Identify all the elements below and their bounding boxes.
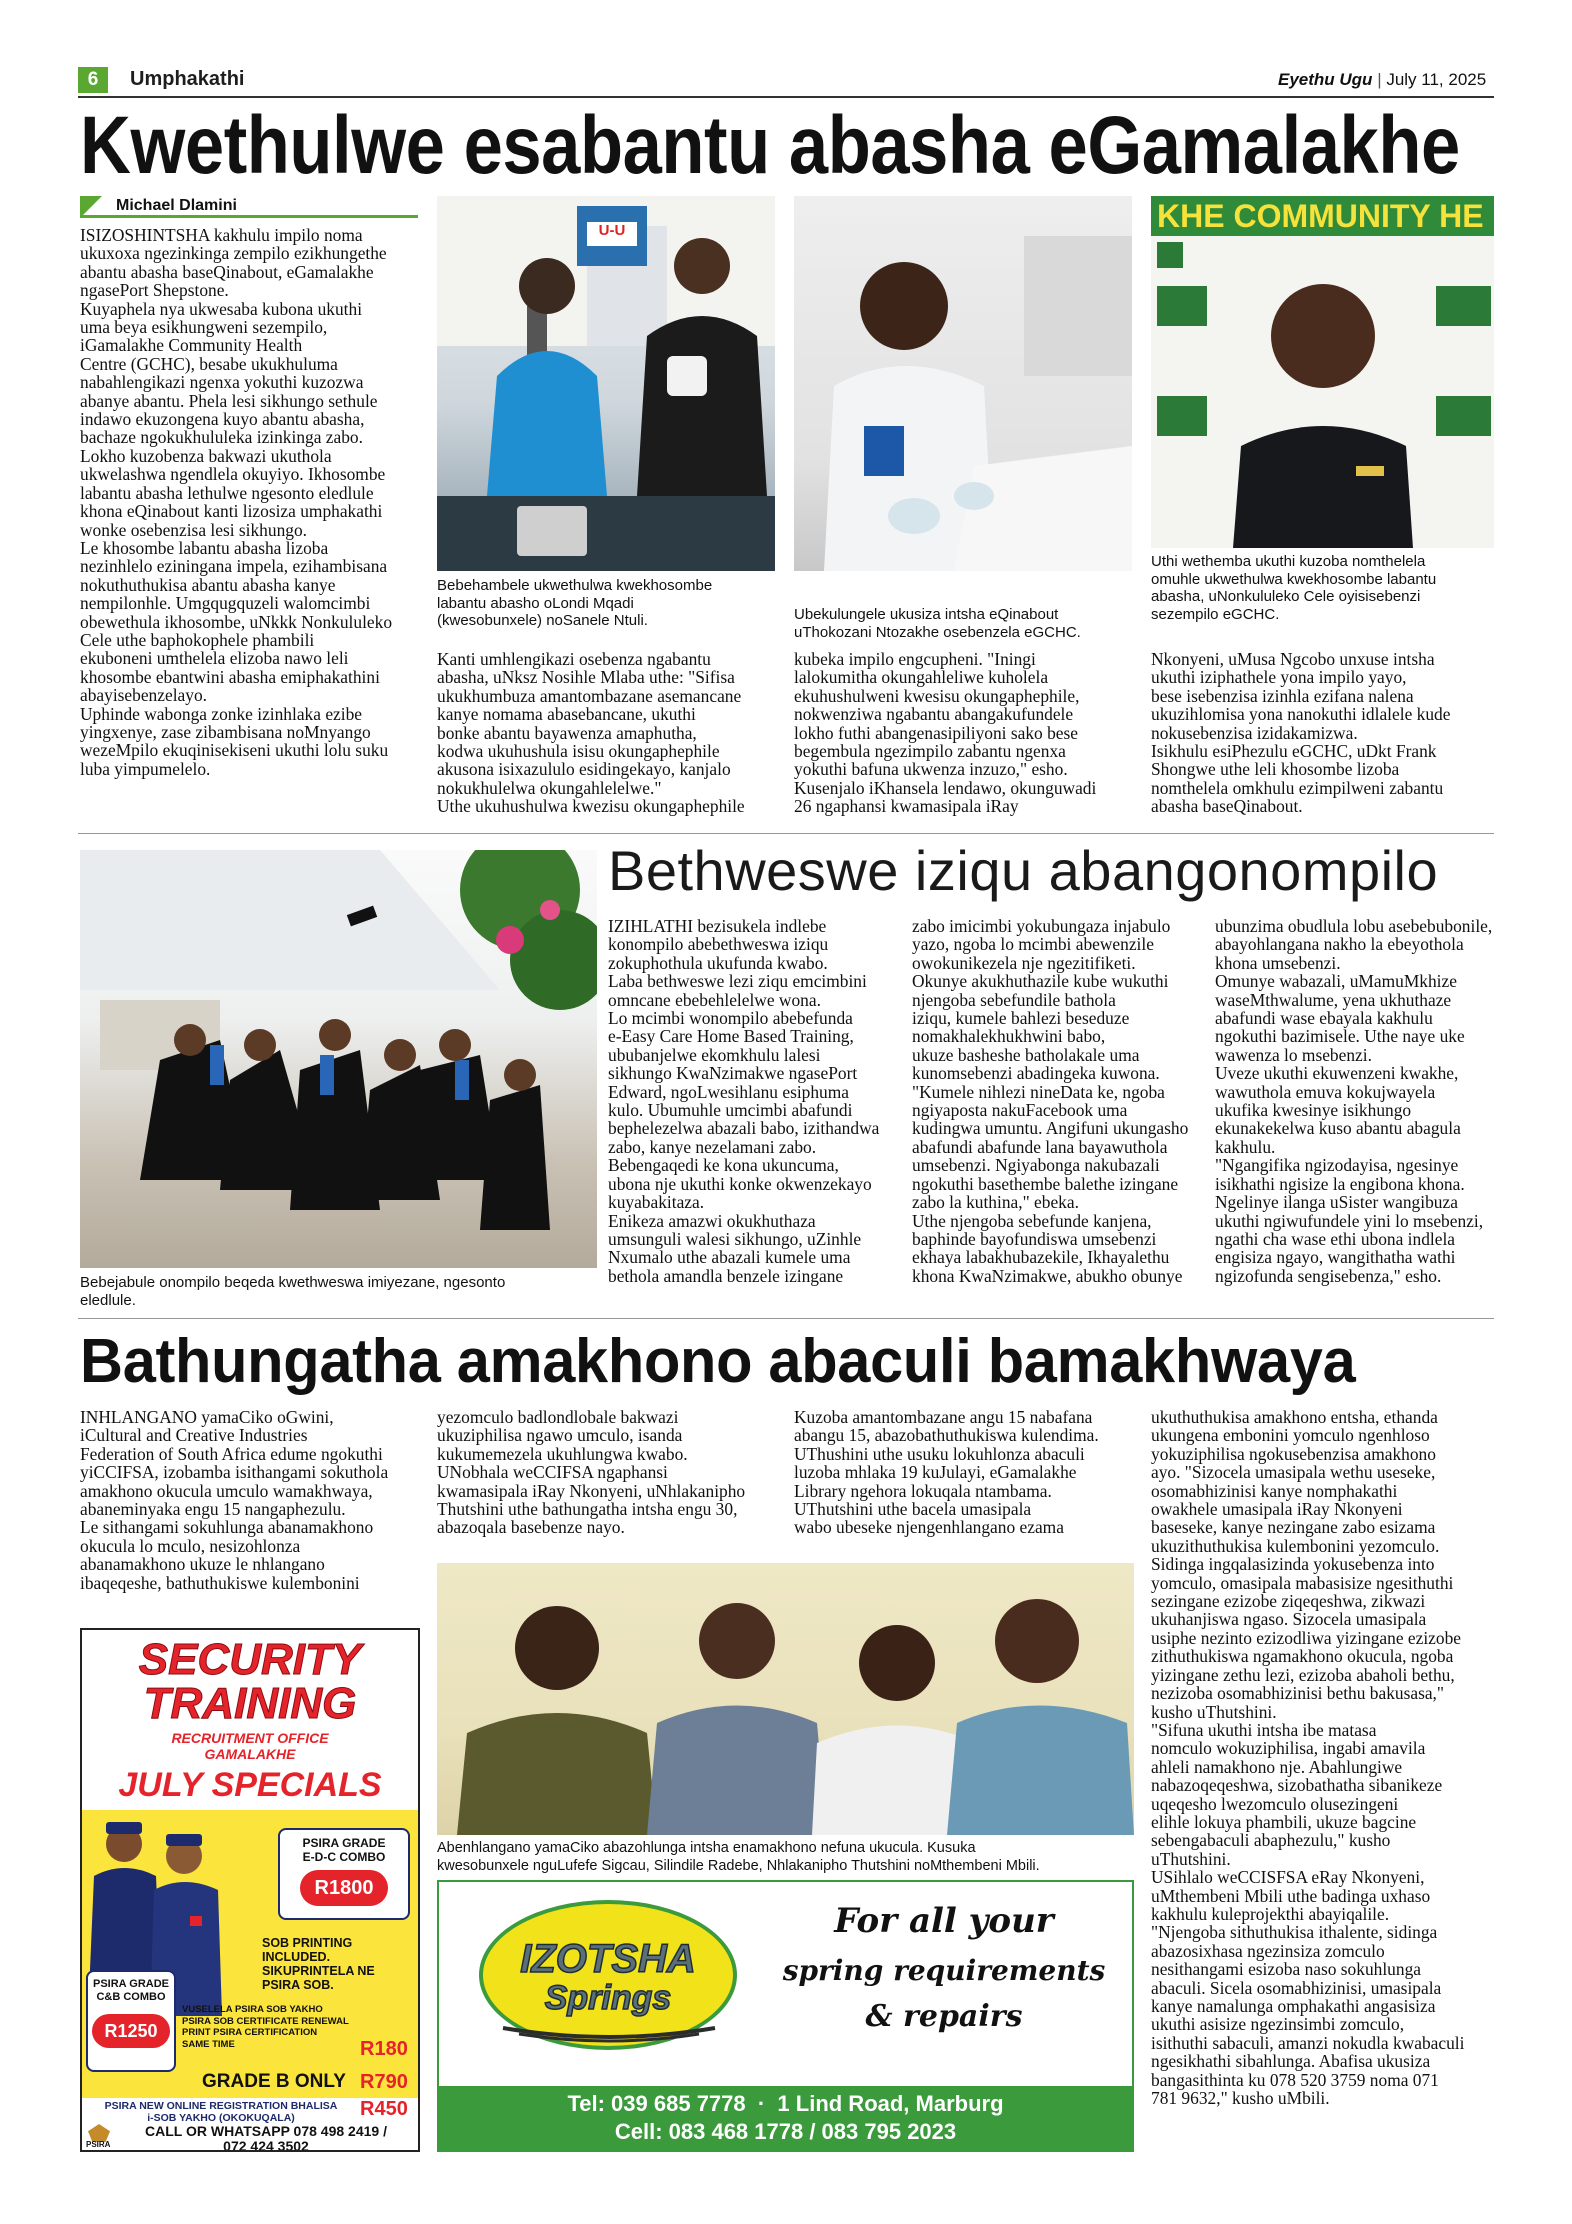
ad-subtitle1: RECRUITMENT OFFICE: [171, 1730, 329, 1746]
ad-title-line2: TRAINING: [143, 1679, 357, 1728]
ad-online-price: R450: [360, 2098, 408, 2120]
ad-services: VUSELELA PSIRA SOB YAKHO PSIRA SOB CERTIFICATE RENEWAL PRINT PSIRA CERTIFICATION SAME TIME: [182, 2004, 349, 2050]
photo3-banner-text: KHE COMMUNITY HE: [1157, 198, 1484, 234]
story1-photo2: [794, 196, 1132, 571]
leaf-spring-icon: [499, 2020, 719, 2044]
ad-sob-text: SOB PRINTING INCLUDED. SIKUPRINTELA NE PSIRA SOB.: [262, 1936, 375, 1992]
story1-photo1: [437, 196, 775, 571]
story1-col1: ISIZOSHINTSHA kakhulu impilo noma ukuxoxa ngezinkinga zempilo ezikhungethe abantu abasha baseQinabout, eGamalakhe ngasePort Shepstone. Kuyaphela nya ukwesaba kubona ukuthi uma beya esikhungweni sezempilo, iGamalakhe Community Health Centre (GCHC), besabe ukukhuluma nabahlengikazi ngenxa yokuthi kuzozwa abanye abantu. Phela lesi sikhungo sethule indawo ekuzongena kuyo abantu abasha, bachaze ngokukhululeka izinkinga zabo. Lokho kuzobenza bakwazi ukuthola ukwelashwa ngendlela okuyiyo. Ikhosombe labantu abasha lethulwe ngesonto eledlule khona eQinabout kanti lizosiza umphakathi wonke osebenzisa lesi sikhungo. Le khosombe labantu abasha lizoba nezinhlelo eziningana impela, ezihambisana nokuthuthukisa abantu abasha kanye nempilonhle. Umgqugquzeli walomcimbi obewethula ikhosombe, uNkkk Nonkululeko Cele uthe baphokophele phambili ekuboneni umthelela elizoba nawo leli khosombe ebantwini abasha emiphakathini abayisebenzelayo. Uphinde wabonga zonke izinhlaka ezibe yingxenye, zase zibambisana noMnyango wezeMpilo ekuqinisekiseni ukuthi lolu suku luba yimpumelelo.: [80, 225, 393, 779]
publication-date: July 11, 2025: [1386, 70, 1487, 89]
story2-headline: Bethweswe iziqu abangonompilo: [608, 839, 1439, 902]
story1-col3: kubeka impilo engcupheni. "Iningi lalokumitha okungahleliwe kuholela ekuhushulweni kwesisu okungaphephile, nokwenziwa ngabantu abangakufundele lokho futhi abangenasipiliyoni sako bese begembula ngezimpilo zabantu ngenxa yokuthi bafuna ukwenza inzuzo," esho. Kusenjalo iKhansela lendawo, okunguwadi 26 ngaphansi kwamasipala iRay: [794, 649, 1097, 817]
byline-bar: [80, 196, 418, 218]
header-separator: |: [1377, 70, 1387, 89]
story2-col3: ubunzima obudlula lobu asebebubonile, abayohlangana nakho la ebeyothola khona umsebenzi. Omunye wabazali, uMamuMkhize waseMthwalume, yena ukhuthaze abafundi wase ebayala kakhulu ngokuthi bazimisele. Uthe naye uke wawenza lo msebenzi. Uveze ukuthi ekuwenzeni kwakhe, wawuthola emuva kokujwayela ukufika kwesinye isikhungo ekunakekelwa kuso abantu abagula kakhulu. "Ngangifika ngizodayisa, ngesinye isikhathi ngisize la engibona khona. Ngelinye ilanga uSister wangibuza ukuthi ngiwufundele yini lo msebenzi, ngathi cha wase ethi ubona indlela engisiza ngayo, wangithatha wathi ngizofunda sengisebenza," esho.: [1215, 916, 1493, 1286]
ad-grade-b-price: R790: [360, 2071, 408, 2093]
story3-col3: Kuzoba amantombazane angu 15 nabafana abangu 15, abazobathuthukiswa kulendima. UThushini uthe usuku lokuhlonza abaculi luzoba mhlaka 19 kuJulayi, eGamalakhe Library ngehora lokuqala ntambama. UThutshini uthe bacela umasipala wabo ubeseke njengenhlangano ezama: [794, 1407, 1099, 1538]
story3-photo-caption: Abenhlangano yamaCiko abazohlunga intsha enamakhono nefuna ukucula. Kusuka kwesobunxele nguLufefe Sigcau, Silindile Radebe, Nhlakanipho Thutshini noMthembeni Mbili.: [437, 1840, 1040, 1874]
group-photo-illustration: [437, 1563, 1134, 1835]
photo3-illustration: [1151, 196, 1494, 548]
combo1-title: PSIRA GRADE E-D-C COMBO: [302, 1836, 386, 1864]
section-label: Umphakathi: [130, 68, 245, 90]
ad-online-registration: PSIRA NEW ONLINE REGISTRATION BHALISA i-SOB YAKHO (OKOKUQALA): [104, 2100, 338, 2124]
ad-services-price: R180: [360, 2038, 408, 2060]
story1-photo3-caption: Uthi wethemba ukuthi kuzoba nomthelela omuhle ukwethulwa kwekhosombe labantu abasha, uNonkululeko Cele oyisisebenzi sezempilo eGCHC.: [1151, 553, 1437, 623]
story1-photo2-caption: Ubekulungele ukusiza intsha eQinabout uThokozani Ntozakhe osebenzela eGCHC.: [794, 606, 1081, 641]
header-rule: [78, 96, 1494, 98]
story3-col4: ukuthuthukisa amakhono entsha, ethanda ukungena embonini yomculo ngenhloso yokuziphilisa ngokusebenzisa amakhono ayo. "Sizocela umasipala wethu useseke, osomabhizinisi kanye nomphakathi owakhele umasipala iRay Nkonyeni baseseke, kanye nezingane zabo esizama ukuzithuthukisa kulembonini yezomculo. Sidinga ingqalasizinda yokusebenza into yomculo, omasipala mabasisize ngesithuthi sezingane ezizobe ziqeqeshwa, zikwazi ukuhanjiswa ngaso. Sizocela umasipala usiphe nezinto ezizodliwa yizingane ezizobe zithuthukiswa ngamakhono okucula, ngoba yizingane zethu lezi, ezizoba abaholi bethu, nezizoba osomabhizinisi bethu bakusasa," kusho uThutshini. "Sifuna ukuthi intsha ibe matasa nomculo wokuziphilisa, ingabi amavila ahleli namakhono nje. Abahlungiwe nabazoqeqeshwa, sizobathatha sibanikeze uqeqesho lwezomculo olusezingeni elihle lokuya phambili, ukuze bagcine sebengabaculi abaphezulu," kusho uThutshini. USihlalo weCCISFSA eRay Nkonyeni, uMthembeni Mbili uthe badinga uxhaso kakhulu kuleprojekthi abayiqalile. "Njengoba sithuthukisa ithalente, sidinga abazosixhasa ngezinsiza zomculo nesithangami esizoba naso sokuhlunga abaculi. Sicela osomabhizinisi, umasipala kanye namalunga omphakathi angasisiza ukuthi asisize ngezinsimbi zomculo, isithuthi sabaculi, amanzi nokudla kwabaculi ngesikhathi sibahlunga. Abafisa ukusiza bangasithinta ku 078 520 3759 noma 071 781 9632," kusho uMbili.: [1151, 1407, 1465, 2109]
story1-photo3: [1151, 196, 1494, 548]
combo2-title: PSIRA GRADE C&B COMBO: [93, 1978, 169, 2003]
story2-bottom-rule: [78, 1318, 1494, 1319]
page-number: 6: [87, 69, 99, 90]
photo1-illustration: [437, 196, 775, 571]
izotsha-springs-ad: [437, 1880, 1134, 2152]
ad-contact[interactable]: CALL OR WHATSAPP 078 498 2419 / 072 424 3502: [145, 2123, 387, 2152]
izotsha-slogan1: For all your: [834, 1901, 1054, 1941]
story1-bottom-rule: [78, 833, 1494, 834]
security-training-ad: [80, 1628, 420, 2152]
izotsha-tel[interactable]: Tel: 039 685 7778 · 1 Lind Road, Marburg: [567, 2091, 1004, 2116]
story1-byline: Michael Dlamini: [116, 197, 237, 214]
psira-logo-text: PSIRA: [86, 2140, 111, 2149]
story1-col2: Kanti umhlengikazi osebenza ngabantu abasha, uNksz Nosihle Mlaba uthe: "Sifisa ukukhumbuza amantombazane asemancane kanye nomama abasebancane, ukuthi bonke abantu bayawenza amaphutha, kodwa ukuhushula isisu okungaphephile akusona isixazululo esidingekayo, kanjalo nokukhulelwa okungahlelelwe." Uthe ukuhushulwa kwezisu okungaphephile: [437, 649, 745, 817]
combo2-price: R1250: [104, 2021, 158, 2041]
izotsha-slogan3: & repairs: [865, 1999, 1023, 2034]
izotsha-logo-line1: IZOTSHA: [520, 1937, 696, 1981]
story2-caption: Bebejabule onompilo beqeda kwethweswa imiyezane, ngesonto eledlule.: [80, 1274, 506, 1309]
combo1-price: R1800: [314, 1877, 374, 1899]
publication-name: [1278, 70, 1486, 90]
izotsha-slogan2: spring requirements: [782, 1954, 1106, 1987]
izotsha-cell[interactable]: Cell: 083 468 1778 / 083 795 2023: [614, 2119, 957, 2144]
story3-group-photo: [437, 1563, 1134, 1835]
story2-col2: zabo imicimbi yokubungaza injabulo yazo, ngoba lo mcimbi abewenzile owokunikezela nje ngezitifiketi. Okunye akukhuthazile kube wukuthi njengoba sebefundile bathola iziqu, kumele bahlezi beseduze nomakhalekhukhwini babo, ukuze basheshe batholakale uma kunomsebenzi abadingeka kuwona. "Kumele nihlezi nineData ke, ngoba ngiyaposta nakuFacebook uma kudingwa umuntu. Angifuni ukungasho abafundi abafunde lana bayawuthola umsebenzi. Ngiyabonga nakubazali ngokuthi basethembe balethe izingane zabo la kuthina," ebeka. Uthe njengoba sebefunde kanjena, baphinde bayofundiswa umsebenzi ekhaya labakhubazekile, Ikhayalethu khona KwaNzimakwe, abukho obunye: [912, 916, 1189, 1286]
photo1-sign-text: U-U: [587, 222, 637, 246]
story2-col1: IZIHLATHI bezisukela indlebe konompilo abebethweswa iziqu zokuphothula ukufunda kwabo. Laba bethweswe lezi ziqu emcimbini omncane ebebehlelelwe wona. Lo mcimbi wonompilo abebefunda e-Easy Care Home Based Training, ububanjelwe ekomkhulu lalesi sikhungo KwaNzimakwe ngasePort Edward, ngoLwesihlanu esiphuma kulo. Ubumuhle umcimbi abafundi bephelezelwa abazali babo, izithandwa zabo, kanye nezelamani zabo. Bebengaqedi ke kona ukuncuma, ubona nje ukuthi konke okwenzekayo kuyabakitaza. Enikeza amazwi okukhuthaza umsunguli walesi sikhungo, uZinhle Nxumalo uthe abazali kumele uma bethola amandla benzele izingane: [608, 916, 880, 1286]
ad-subtitle2: GAMALAKHE: [204, 1746, 296, 1762]
story2-graduation-photo: [80, 850, 597, 1268]
story1-headline: Kwethulwe esabantu abasha eGamalakhe: [80, 100, 1460, 191]
ad-specials: JULY SPECIALS: [118, 1766, 382, 1804]
publication-title: Eyethu Ugu: [1278, 70, 1373, 89]
ad-grade-b: GRADE B ONLY: [202, 2071, 346, 2092]
story3-headline: Bathungatha amakhono abaculi bamakhwaya: [80, 1327, 1356, 1396]
izotsha-logo-line2: Springs: [544, 1979, 672, 2017]
graduation-photo-illustration: [80, 850, 597, 1268]
ad-title-line1: SECURITY: [138, 1635, 362, 1684]
story3-col2: yezomculo badlondlobale bakwazi ukuziphilisa ngawo umculo, isanda kukumemezela ukuhlungwa kwabo. UNobhala weCCIFSA ngaphansi kwamasipala iRay Nkonyeni, uNhlakanipho Thutshini uthe bathungatha intsha engu 30, abazoqala basebenze nayo.: [437, 1407, 746, 1538]
photo2-illustration: [794, 196, 1132, 571]
story1-col4: Nkonyeni, uMusa Ngcobo unxuse intsha ukuthi iziphathele yona impilo yayo, bese isebenzisa izinhla ezifana nalena ukuzihlomisa yona nanokuthi idlalele kude nokusebenzisa izidakamizwa. Isikhulu esiPhezulu eGCHC, uDkt Frank Shongwe uthe leli khosombe lizoba nomthelela omkhulu ezimpilweni zabantu abasha baseQinabout.: [1151, 649, 1451, 817]
story3-col1: INHLANGANO yamaCiko oGwini, iCultural and Creative Industries Federation of South Africa edume ngokuthi yiCCIFSA, izobamba isithangami sokuthola amakhono okucula umculo wamakhwaya, abaneminyaka engu 15 nangaphezulu. Le sithangami sokuhlunga abanamakhono okucula lo mculo, nesizohlonza abanamakhono ukuze le nhlangano ibaqeqeshe, bathuthukiswe kulembonini: [80, 1407, 389, 1593]
story1-photo1-caption: Bebehambele ukwethulwa kwekhosombe labantu abasho oLondi Mqadi (kwesobunxele) noSanele Ntuli.: [437, 577, 713, 629]
